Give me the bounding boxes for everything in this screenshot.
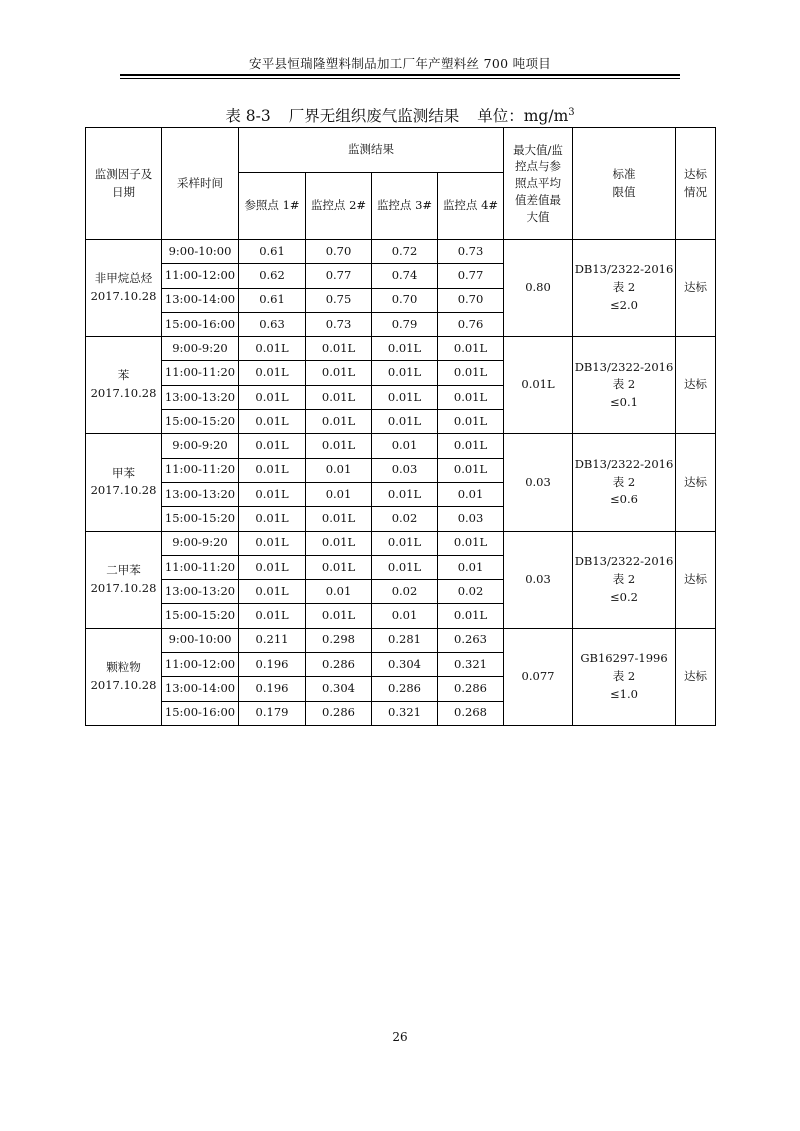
- point-3-value-cell: 0.70: [372, 288, 438, 312]
- running-header: 安平县恒瑞隆塑料制品加工厂年产塑料丝 700 吨项目: [248, 56, 552, 71]
- header-point-3: 监控点 3#: [372, 173, 438, 240]
- point-4-value-cell: 0.286: [438, 677, 504, 701]
- point-1-value-cell: 0.01L: [239, 361, 306, 385]
- sampling-time-cell: 13:00-13:20: [162, 482, 239, 506]
- header-point-2: 监控点 2#: [306, 173, 372, 240]
- sampling-time-cell: 13:00-14:00: [162, 677, 239, 701]
- point-4-value-cell: 0.01L: [438, 385, 504, 409]
- point-3-value-cell: 0.281: [372, 628, 438, 652]
- sampling-time-cell: 11:00-11:20: [162, 555, 239, 579]
- point-2-value-cell: 0.286: [306, 653, 372, 677]
- point-2-value-cell: 0.01: [306, 580, 372, 604]
- header-rule-thin: [120, 78, 680, 79]
- header-monitoring-results: 监测结果: [239, 128, 504, 173]
- page-number: 26: [392, 1030, 408, 1044]
- point-1-value-cell: 0.01L: [239, 385, 306, 409]
- table-row: [86, 240, 716, 264]
- standard-limit-cell-benzene: DB13/2322-2016 表 2 ≤0.1: [573, 337, 676, 434]
- unit-label: 单位：mg/m: [477, 107, 569, 125]
- header-point-4: 监控点 4#: [438, 173, 504, 240]
- point-3-value-cell: 0.01: [372, 604, 438, 628]
- header-factor-date: 监测因子及 日期: [86, 128, 162, 240]
- sampling-time-cell: 13:00-13:20: [162, 385, 239, 409]
- point-4-value-cell: 0.77: [438, 264, 504, 288]
- point-3-value-cell: 0.321: [372, 701, 438, 725]
- point-4-value-cell: 0.263: [438, 628, 504, 652]
- header-compliance: 达标 情况: [676, 128, 716, 240]
- factor-cell-toluene: 甲苯 2017.10.28: [86, 434, 162, 531]
- standard-limit-cell-toluene: DB13/2322-2016 表 2 ≤0.6: [573, 434, 676, 531]
- point-2-value-cell: 0.01: [306, 458, 372, 482]
- point-1-value-cell: 0.01L: [239, 337, 306, 361]
- max-value-cell-benzene: 0.01L: [504, 337, 573, 434]
- point-2-value-cell: 0.304: [306, 677, 372, 701]
- compliance-cell-nmhc: 达标: [676, 240, 716, 337]
- max-value-cell-nmhc: 0.80: [504, 240, 573, 337]
- point-3-value-cell: 0.74: [372, 264, 438, 288]
- point-1-value-cell: 0.196: [239, 653, 306, 677]
- standard-limit-cell-particulate: GB16297-1996 表 2 ≤1.0: [573, 628, 676, 725]
- point-3-value-cell: 0.01L: [372, 531, 438, 555]
- table-caption: [85, 104, 715, 126]
- compliance-cell-particulate: 达标: [676, 628, 716, 725]
- point-1-value-cell: 0.62: [239, 264, 306, 288]
- point-3-value-cell: 0.01: [372, 434, 438, 458]
- point-3-value-cell: 0.304: [372, 653, 438, 677]
- factor-cell-xylene: 二甲苯 2017.10.28: [86, 531, 162, 628]
- sampling-time-cell: 11:00-11:20: [162, 361, 239, 385]
- point-2-value-cell: 0.75: [306, 288, 372, 312]
- sampling-time-cell: 9:00-9:20: [162, 337, 239, 361]
- point-2-value-cell: 0.73: [306, 312, 372, 336]
- point-4-value-cell: 0.01L: [438, 604, 504, 628]
- point-1-value-cell: 0.179: [239, 701, 306, 725]
- point-1-value-cell: 0.01L: [239, 555, 306, 579]
- point-4-value-cell: 0.01L: [438, 410, 504, 434]
- point-1-value-cell: 0.01L: [239, 434, 306, 458]
- point-3-value-cell: 0.01L: [372, 410, 438, 434]
- point-2-value-cell: 0.01L: [306, 337, 372, 361]
- header-sampling-time: 采样时间: [162, 128, 239, 240]
- point-1-value-cell: 0.61: [239, 240, 306, 264]
- point-4-value-cell: 0.321: [438, 653, 504, 677]
- point-2-value-cell: 0.01L: [306, 410, 372, 434]
- point-1-value-cell: 0.01L: [239, 507, 306, 531]
- point-3-value-cell: 0.01L: [372, 555, 438, 579]
- header-max-value: 最大值/监 控点与参 照点平均 值差值最 大值: [504, 128, 573, 240]
- point-3-value-cell: 0.01L: [372, 482, 438, 506]
- point-2-value-cell: 0.01L: [306, 434, 372, 458]
- point-4-value-cell: 0.70: [438, 288, 504, 312]
- factor-cell-benzene: 苯 2017.10.28: [86, 337, 162, 434]
- point-4-value-cell: 0.01L: [438, 434, 504, 458]
- factor-cell-nmhc: 非甲烷总烃 2017.10.28: [86, 240, 162, 337]
- table-number: 表 8-3: [225, 107, 271, 125]
- header-rule-thick: [120, 74, 680, 76]
- table-title: 厂界无组织废气监测结果: [288, 107, 460, 125]
- point-2-value-cell: 0.01L: [306, 555, 372, 579]
- point-4-value-cell: 0.01L: [438, 531, 504, 555]
- point-4-value-cell: 0.01: [438, 482, 504, 506]
- monitoring-results-table: [85, 127, 716, 726]
- sampling-time-cell: 9:00-10:00: [162, 628, 239, 652]
- table-row: [86, 337, 716, 361]
- point-3-value-cell: 0.02: [372, 507, 438, 531]
- sampling-time-cell: 11:00-12:00: [162, 653, 239, 677]
- point-1-value-cell: 0.61: [239, 288, 306, 312]
- point-2-value-cell: 0.01: [306, 482, 372, 506]
- sampling-time-cell: 15:00-15:20: [162, 410, 239, 434]
- point-1-value-cell: 0.01L: [239, 410, 306, 434]
- sampling-time-cell: 15:00-15:20: [162, 604, 239, 628]
- point-4-value-cell: 0.03: [438, 507, 504, 531]
- point-4-value-cell: 0.01L: [438, 361, 504, 385]
- point-3-value-cell: 0.03: [372, 458, 438, 482]
- compliance-cell-benzene: 达标: [676, 337, 716, 434]
- header-standard-limit: 标准 限值: [573, 128, 676, 240]
- point-1-value-cell: 0.196: [239, 677, 306, 701]
- point-1-value-cell: 0.01L: [239, 458, 306, 482]
- point-1-value-cell: 0.01L: [239, 482, 306, 506]
- point-2-value-cell: 0.01L: [306, 507, 372, 531]
- table-row: [86, 628, 716, 652]
- point-2-value-cell: 0.01L: [306, 385, 372, 409]
- compliance-cell-xylene: 达标: [676, 531, 716, 628]
- unit-superscript: 3: [568, 106, 575, 118]
- point-1-value-cell: 0.01L: [239, 604, 306, 628]
- table-row: [86, 531, 716, 555]
- sampling-time-cell: 13:00-13:20: [162, 580, 239, 604]
- point-3-value-cell: 0.02: [372, 580, 438, 604]
- point-3-value-cell: 0.286: [372, 677, 438, 701]
- point-3-value-cell: 0.01L: [372, 385, 438, 409]
- point-4-value-cell: 0.01L: [438, 337, 504, 361]
- max-value-cell-xylene: 0.03: [504, 531, 573, 628]
- point-4-value-cell: 0.01: [438, 555, 504, 579]
- point-1-value-cell: 0.211: [239, 628, 306, 652]
- point-2-value-cell: 0.01L: [306, 531, 372, 555]
- standard-limit-cell-xylene: DB13/2322-2016 表 2 ≤0.2: [573, 531, 676, 628]
- point-3-value-cell: 0.79: [372, 312, 438, 336]
- standard-limit-cell-nmhc: DB13/2322-2016 表 2 ≤2.0: [573, 240, 676, 337]
- point-2-value-cell: 0.77: [306, 264, 372, 288]
- max-value-cell-toluene: 0.03: [504, 434, 573, 531]
- point-2-value-cell: 0.01L: [306, 604, 372, 628]
- point-4-value-cell: 0.02: [438, 580, 504, 604]
- max-value-cell-particulate: 0.077: [504, 628, 573, 725]
- sampling-time-cell: 13:00-14:00: [162, 288, 239, 312]
- sampling-time-cell: 11:00-11:20: [162, 458, 239, 482]
- point-2-value-cell: 0.286: [306, 701, 372, 725]
- table-row: [86, 434, 716, 458]
- point-3-value-cell: 0.01L: [372, 361, 438, 385]
- sampling-time-cell: 9:00-9:20: [162, 434, 239, 458]
- point-1-value-cell: 0.01L: [239, 580, 306, 604]
- point-2-value-cell: 0.70: [306, 240, 372, 264]
- point-4-value-cell: 0.76: [438, 312, 504, 336]
- sampling-time-cell: 15:00-16:00: [162, 701, 239, 725]
- point-1-value-cell: 0.01L: [239, 531, 306, 555]
- compliance-cell-toluene: 达标: [676, 434, 716, 531]
- sampling-time-cell: 15:00-16:00: [162, 312, 239, 336]
- sampling-time-cell: 9:00-10:00: [162, 240, 239, 264]
- sampling-time-cell: 15:00-15:20: [162, 507, 239, 531]
- point-4-value-cell: 0.01L: [438, 458, 504, 482]
- point-4-value-cell: 0.73: [438, 240, 504, 264]
- point-1-value-cell: 0.63: [239, 312, 306, 336]
- point-2-value-cell: 0.01L: [306, 361, 372, 385]
- point-4-value-cell: 0.268: [438, 701, 504, 725]
- header-point-1: 参照点 1#: [239, 173, 306, 240]
- factor-cell-particulate: 颗粒物 2017.10.28: [86, 628, 162, 725]
- point-3-value-cell: 0.01L: [372, 337, 438, 361]
- point-3-value-cell: 0.72: [372, 240, 438, 264]
- sampling-time-cell: 11:00-12:00: [162, 264, 239, 288]
- sampling-time-cell: 9:00-9:20: [162, 531, 239, 555]
- point-2-value-cell: 0.298: [306, 628, 372, 652]
